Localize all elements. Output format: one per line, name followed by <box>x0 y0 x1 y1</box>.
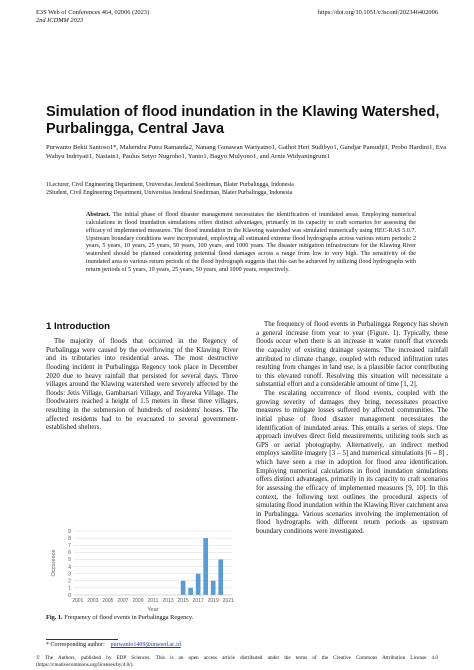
y-axis-title: Occurence <box>51 549 57 577</box>
doi-link[interactable]: https://doi.org/10.1051/e3sconf/202346402006 <box>317 9 438 16</box>
x-tick-label: 2005 <box>102 598 114 604</box>
figure-label: Fig. 1. <box>46 614 63 621</box>
x-tick-label: 2007 <box>117 598 129 604</box>
paper-title: Simulation of flood inundation in the Klawing Watershed, Purbalingga, Central Java <box>46 104 440 137</box>
bar <box>181 581 186 595</box>
x-tick-label: 2019 <box>207 598 219 604</box>
y-tick-label: 8 <box>68 535 71 542</box>
y-tick-label: 9 <box>68 528 71 535</box>
intro-column-left: The majority of floods that occurred in the Regency of Purbalingga were caused by the overflowing of the Klawing River and its tributaries into residential areas. The most destructive flooding incident in Purbalingga Regency took place in December 2020 due to heavy rainfall that persisted for several days. Three villages around the Klawing watershed were severely affected by the floods: Jetis Village, Gambarsari Village, and Toyareka Village. The floodwaters reached a height of 1.5 meters in these three villages, resulting in the submersion of hundreds of residents' houses. The affected residents had to be evacuated to several government-established shelters. <box>46 338 238 432</box>
bar <box>188 588 193 595</box>
bar <box>218 559 223 595</box>
email-link[interactable]: purwanto1409@unsoed.ac.id <box>110 642 181 648</box>
abstract-text: The initial phase of flood disaster management necessitates the identification of inundated areas. Employing numerical calculations in flood inundation simulations offers distinct advantages, primarily in its capacity to craft scenarios for assessing the efficacy of implemented measures. The flood inundation in the Klawing watershed was simulated numerically using HEC-RAS 5.0.7. Upstream boundary conditions were incorporated, employing all estimated extreme flood hydrographs across various return periods: 2 years, 5 years, 10 years, 25 years, 50 years, 100 years, and 1000 years. The disaster mitigation infrastructure for the Klawing River watershed should be planned considering potential flood damages across a range from low to very high. The sensitivity of the inundated area to various return periods of the flood hydrograph suggests that this can be achieved by utilizing flood hydrographs with return periods of 5 years, 10 years, 25 years, 50 years, and 1000 years, respectively. <box>86 212 416 273</box>
flood-frequency-chart <box>46 525 238 613</box>
x-tick-label: 2011 <box>147 598 159 604</box>
x-tick-label: 2009 <box>132 598 144 604</box>
affiliation-1: 1Lecturer, Civil Engineering Department, Universitas Jenderal Soedirman, Blater Purbalingga, Indonesia <box>46 182 294 188</box>
y-tick-label: 2 <box>68 578 71 585</box>
conference-name: 2nd ICDMM 2023 <box>36 17 84 24</box>
license-footer: © The Authors, published by EDP Sciences. This is an open access article distributed under the terms of the Creative Commons Attribution License 4.0 (https://creativecommons.org/licenses/by/4.0/). <box>36 655 438 668</box>
affiliations <box>46 182 446 197</box>
x-tick-label: 2021 <box>222 598 234 604</box>
y-tick-label: 1 <box>68 585 71 592</box>
affiliation-2: 2Student, Civil Engineering Department, Universitas Jenderal Soedirman, Blater Purbalingga, Indonesia <box>46 189 293 196</box>
intro-column-right <box>256 321 448 537</box>
figure-caption <box>46 614 238 621</box>
bar <box>211 581 216 595</box>
footnote <box>46 642 181 648</box>
y-tick-label: 6 <box>68 550 71 557</box>
y-tick-label: 4 <box>68 564 71 571</box>
figure-caption-text: Frequency of flood events in Purbalingga Regency. <box>62 614 194 621</box>
author-list: Purwanto Bekti Santoso1*, Mahendra Putra Ramanda2, Nanang Gunawan Wariyatno1, Gathot Heri Sudibyo1, Gandjar Pamudji1, Probo Hardini1, Eva Wahyu Indriyati1, Nastain1, Paulus Setyo Nugroho1, Yanto1, Bagyo Mulyono1, and Arnie Widyaningrum1 <box>46 144 446 160</box>
x-axis-title: Year <box>147 607 159 613</box>
abstract-label: Abstract. <box>86 212 111 218</box>
y-tick-label: 3 <box>68 571 71 578</box>
intro-paragraph: The frequency of flood events in Purbalingga Regency has shown a general increase from year to year (Figure. 1). Typically, these floods occur when there is an increase in water runoff that exceeds the capacity of existing drainage systems. The increased rainfall attributed to climate change, coupled with reduced infiltration rates resulting from changes in land use, is a plausible factor contributing to this elevated runoff. Resolving this situation will necessitate a substantial effort and a considerable amount of time [1, 2]. <box>256 321 448 389</box>
abstract <box>86 212 416 275</box>
y-tick-label: 7 <box>68 543 71 550</box>
journal-name: E3S Web of Conferences 464, 02006 (2023) <box>36 9 150 16</box>
x-tick-label: 2017 <box>192 598 204 604</box>
y-tick-label: 5 <box>68 557 71 564</box>
x-tick-label: 2001 <box>72 598 84 604</box>
bar <box>203 538 208 595</box>
footnote-divider <box>46 639 118 640</box>
x-tick-label: 2003 <box>87 598 99 604</box>
bar <box>196 574 201 595</box>
x-tick-label: 2015 <box>177 598 189 604</box>
section-heading: 1 Introduction <box>46 321 110 332</box>
footnote-label: * Corresponding author: <box>46 642 105 648</box>
y-tick-label: 0 <box>68 592 71 599</box>
page-header <box>36 9 438 25</box>
x-tick-label: 2013 <box>162 598 174 604</box>
intro-paragraph: The escalating occurrence of flood events, coupled with the growing severity of damages they bring, necessitates proactive measures to mitigate losses suffered by affected communities. The initial phase of flood disaster management necessitates the identification of inundated areas. This entails a series of steps. One approach involves direct field measurements, utilizing tools such as GPS or aerial photography. Alternatively, an indirect method employs satellite imagery [3 – 5] and numerical simulations [6 – 8] , which have seen a rise in adoption for flood area identification. Employing numerical calculations in flood inundation simulations offers distinct advantages, primarily in its capacity to craft scenarios for assessing the efficacy of implemented measures [9, 10]. In this context, the following text outlines the procedural aspects of simulating flood inundation within the Klawing River catchment area in Purbalingga. Various scenarios involving the implementation of flood hydrographs with different return periods as upstream boundary conditions were investigated. <box>256 390 448 535</box>
